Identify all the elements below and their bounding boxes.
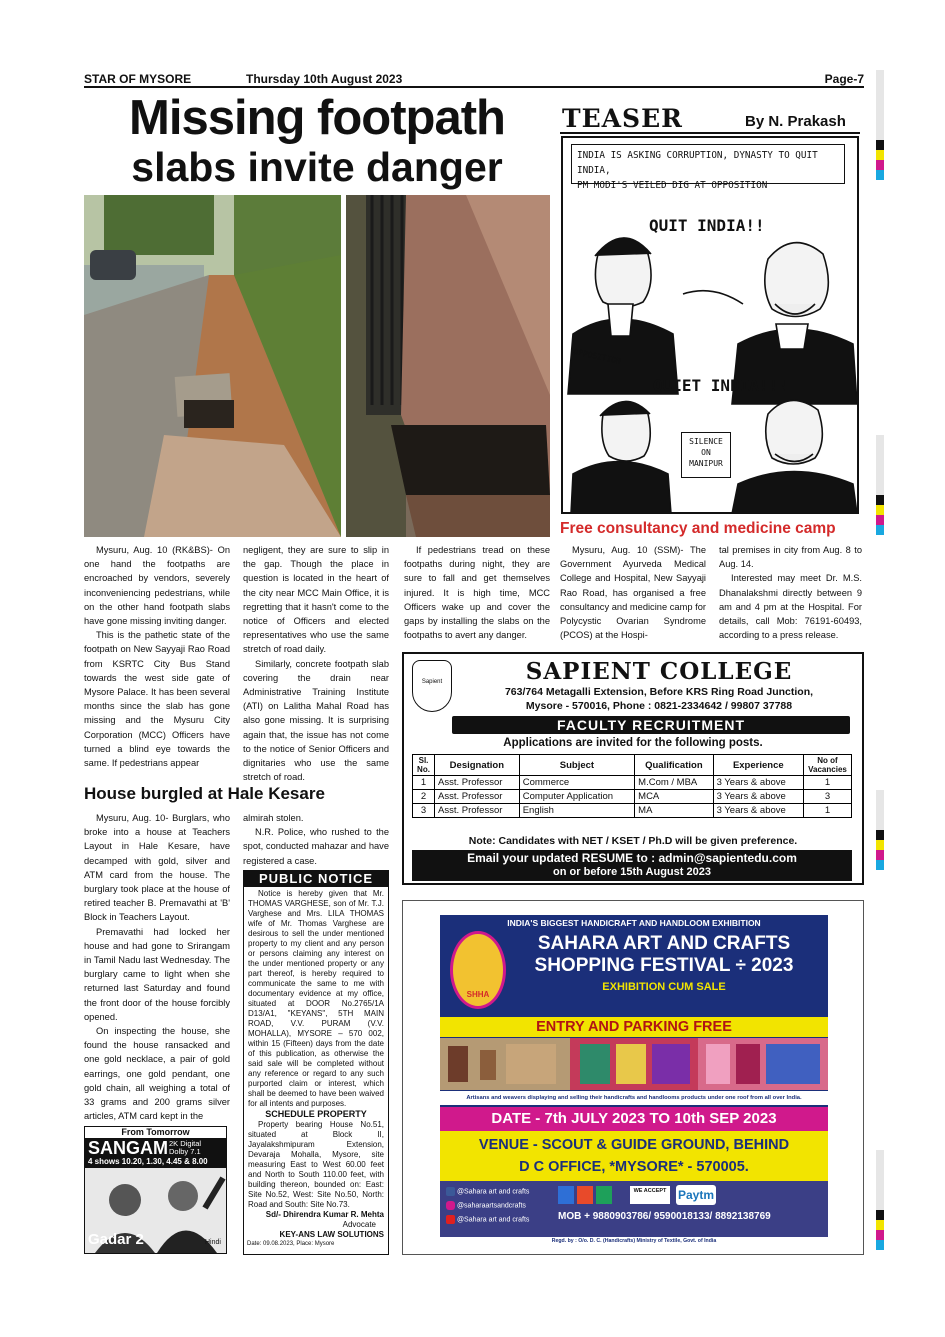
table-cell: 1 xyxy=(413,776,435,790)
movie-theatre: SANGAM xyxy=(88,1138,168,1158)
payment-icon xyxy=(596,1186,612,1204)
lead-column-1 xyxy=(84,543,230,770)
lead-paragraph: Similarly, concrete footpath slab covering the drain near Administrative Training Institute (ATI) on Lalitha Mahal Road has also gone missing. It is surprising again that, the issue has not come to the notice of Senior Officers and dignitaries who use the same stretch of road. xyxy=(243,658,389,783)
sahara-venue-band xyxy=(440,1131,828,1181)
table-header: Qualification xyxy=(635,755,713,776)
burglary-headline: House burgled at Hale Kesare xyxy=(84,784,325,803)
sahara-venue-line-2: D C OFFICE, *MYSORE* - 570005. xyxy=(519,1159,749,1175)
facebook-handle-text: @Sahara art and crafts xyxy=(456,1188,530,1196)
burglary-paragraph: almirah stolen. xyxy=(243,813,304,823)
table-cell: Commerce xyxy=(519,776,634,790)
lead-column-2 xyxy=(243,543,389,784)
notice-schedule: Property bearing House No.51, situated at Block II, Jayalakshmipuram Extension, Devaraja Mohalla, Mysore, site measuring East to West 60.00 feet and North to South 110.00 feet, with building thereon, bounded on: East: Site No.52, West: Site No.50, North: Road and South: Site No.73. xyxy=(248,1120,384,1209)
college-logo-text: Sapient xyxy=(421,679,443,685)
sahara-social-band xyxy=(440,1181,828,1237)
teaser-byline: By N. Prakash xyxy=(745,113,846,130)
burglary-paragraph: On inspecting the house, she found the house ransacked and one gold necklace, a pair of gold earrings, one gold pendant, one gold chain, all weighing a total of 33 grams and 200 grams silver articles, ATM card kept in the xyxy=(84,1026,230,1122)
table-cell: Asst. Professor xyxy=(435,804,520,818)
sahara-title-2: SHOPPING FESTIVAL ÷ 2023 xyxy=(534,955,794,976)
masthead xyxy=(84,72,864,88)
table-cell: 3 Years & above xyxy=(713,776,803,790)
registration-strip-1 xyxy=(876,70,884,180)
table-cell: Asst. Professor xyxy=(435,776,520,790)
youtube-icon xyxy=(446,1215,455,1224)
recruitment-table xyxy=(412,754,852,818)
table-cell: MA xyxy=(635,804,713,818)
sahara-logo-text: SHHA xyxy=(466,990,490,999)
teaser-title: TEASER xyxy=(562,104,683,133)
recruitment-banner: FACULTY RECRUITMENT xyxy=(452,716,850,734)
speech-bubble-2: QUIET INDIA!!! xyxy=(653,376,788,395)
instagram-handle[interactable] xyxy=(446,1201,526,1210)
college-address-2: Mysore - 570016, Phone : 0821-2334642 / 99807 37788 xyxy=(525,700,793,712)
movie-from: From Tomorrow xyxy=(85,1127,226,1138)
payment-icon xyxy=(558,1186,574,1204)
table-cell: Asst. Professor xyxy=(435,790,520,804)
sahara-regd: Regd. by : O/o. D. C. (Handicrafts) Ministry of Textile, Govt. of India xyxy=(440,1237,828,1245)
paytm-badge: Paytm xyxy=(676,1185,716,1205)
sahara-date-banner: DATE - 7th JULY 2023 TO 10th SEP 2023 xyxy=(440,1107,828,1131)
public-notice-box xyxy=(243,870,389,1255)
lead-column-3 xyxy=(404,543,550,642)
table-cell: M.Com / MBA xyxy=(635,776,713,790)
consult-paragraph: tal premises in city from Aug. 8 to Aug. 14. xyxy=(719,545,862,570)
teaser-cartoon xyxy=(561,136,859,514)
sahara-ad-frame xyxy=(402,900,864,1255)
sahara-subtitle: EXHIBITION CUM SALE xyxy=(602,981,726,993)
table-row xyxy=(413,804,852,818)
table-cell: 3 Years & above xyxy=(713,804,803,818)
recruitment-table-wrap xyxy=(412,754,852,818)
table-header: Sl. No. xyxy=(413,755,435,776)
notice-role: Advocate xyxy=(342,1220,376,1229)
youtube-handle-text: @Sahara art and crafts xyxy=(456,1216,530,1224)
consult-column-2 xyxy=(719,543,862,642)
table-cell: MCA xyxy=(635,790,713,804)
instagram-icon xyxy=(446,1201,455,1210)
table-row xyxy=(413,776,852,790)
movie-tech-2: Dolby 7.1 xyxy=(169,1147,201,1156)
sahara-mobile[interactable]: MOB + 9880903786/ 9590018133/ 8892138769 xyxy=(558,1211,771,1222)
burglary-paragraph: N.R. Police, who rushed to the spot, conducted mahazar and have registered a case. xyxy=(243,827,389,866)
sahara-top-line: INDIA'S BIGGEST HANDICRAFT AND HANDLOOM EXHIBITION xyxy=(507,918,761,928)
table-header: Designation xyxy=(435,755,520,776)
movie-title: Gadar 2 xyxy=(88,1231,144,1248)
silence-placard: SILENCE ON MANIPUR xyxy=(681,432,731,478)
sahara-product-photos xyxy=(440,1038,828,1090)
burglary-paragraph: Premavathi had locked her house and had gone to Srirangam in Tamil Nadu last Wednesday. The burglary came to light when she returned last Saturday and found the front door of the house forcibly opened. xyxy=(84,926,230,1022)
burglary-column-1 xyxy=(84,811,230,1123)
notice-title: PUBLIC NOTICE xyxy=(244,871,388,887)
cartoon-caption-line: INDIA IS ASKING CORRUPTION, DYNASTY TO QUIT INDIA, xyxy=(577,150,818,176)
footpath-photo-2 xyxy=(346,195,550,537)
college-address-1: 763/764 Metagalli Extension, Before KRS Ring Road Junction, xyxy=(504,686,814,698)
lead-headline-1: Missing footpath xyxy=(129,91,505,145)
movie-ad xyxy=(84,1126,227,1254)
table-cell: 1 xyxy=(804,776,852,790)
notice-schedule-title: SCHEDULE PROPERTY xyxy=(265,1109,367,1119)
registration-strip-4 xyxy=(876,1150,884,1250)
recruitment-contact-band xyxy=(412,850,852,881)
sapient-college-ad xyxy=(402,652,864,885)
lead-paragraph: If pedestrians tread on these footpaths during night, they are sure to fall and get themselves injured. It is high time, MCC Officers wake up and cover the gaps by installing the slabs on the footpaths to avert any danger. xyxy=(404,545,550,641)
college-logo xyxy=(412,660,452,712)
facebook-icon xyxy=(446,1187,455,1196)
facebook-handle[interactable] xyxy=(446,1187,529,1196)
issue-date: Thursday 10th August 2023 xyxy=(246,72,403,86)
registration-strip-3 xyxy=(876,790,884,870)
cartoon-caption-box xyxy=(571,144,845,191)
sahara-artisans-line: Artisans and weavers displaying and selling their handicrafts and handlooms products under one roof from all over India. xyxy=(440,1091,828,1105)
page-number: Page-7 xyxy=(824,72,864,86)
table-cell: English xyxy=(519,804,634,818)
recruitment-deadline: on or before 15th August 2023 xyxy=(553,866,711,878)
consult-paragraph: Mysuru, Aug. 10 (SSM)- The Government Ayurveda Medical College and Hospital, New Sayyaji Rao Road, has organised a free consultancy and medicine camp for Polycystic Ovarian Syndrome (PCOS) at the Hospi- xyxy=(560,545,706,641)
table-cell: 3 Years & above xyxy=(713,790,803,804)
movie-language: Hindi xyxy=(205,1239,221,1246)
table-header-row xyxy=(413,755,852,776)
lead-headline-2: slabs invite danger xyxy=(131,144,503,190)
notice-firm: KEY-ANS LAW SOLUTIONS xyxy=(279,1230,384,1239)
table-cell: 2 xyxy=(413,790,435,804)
payment-icon xyxy=(577,1186,593,1204)
notice-date-place: Date: 09.08.2023, Place: Mysore xyxy=(247,1241,335,1247)
notice-signature: Sd/- Dhirendra Kumar R. Mehta xyxy=(265,1210,384,1219)
teaser-rule xyxy=(560,132,860,134)
youtube-handle[interactable] xyxy=(446,1215,529,1224)
speech-bubble-1: QUIT INDIA!! xyxy=(649,216,765,235)
burglary-column-2 xyxy=(243,811,389,868)
registration-strip-2 xyxy=(876,435,884,535)
sahara-venue-line-1: VENUE - SCOUT & GUIDE GROUND, BEHIND xyxy=(478,1137,790,1153)
payment-icons xyxy=(558,1186,615,1209)
sahara-logo xyxy=(450,931,506,1009)
college-name: SAPIENT COLLEGE xyxy=(525,658,793,685)
footpath-photo-1 xyxy=(84,195,341,537)
table-header: No of Vacancies xyxy=(804,755,852,776)
movie-shows: 4 shows 10.20, 1.30, 4.45 & 8.00 xyxy=(88,1157,208,1166)
consult-headline: Free consultancy and medicine camp xyxy=(560,520,836,537)
cartoon-caption-line: PM MODI'S VEILED DIG AT OPPOSITION xyxy=(577,180,768,191)
table-header: Experience xyxy=(713,755,803,776)
consult-paragraph: Interested may meet Dr. M.S. Dhanalakshmi directly between 9 am and 4 pm at the Hospital. For details, call Mob: 76191-60493, according to a press release. xyxy=(719,573,862,641)
lead-paragraph: negligent, they are sure to slip in the gap. Though the place in question is located in the heart of the city near MCC Main Office, it is regretting that it hasn't come to the notice of Officers and elected representatives who use the same stretch of road daily. xyxy=(243,545,389,655)
instagram-handle-text: @saharaartsandcrafts xyxy=(456,1202,526,1210)
notice-body: Notice is hereby given that Mr. THOMAS VARGHESE, son of Mr. T.J. Varghese and Mrs. LILA THOMAS wife of Mr. Thomas Varghese are desirous to sell the under mentioned property to my client and any person or persons claiming any interest on the under mentioned property or any part thereof, is hereby required to communicate the same to me with documentary evidence at my office, situated at DOOR No.2765/1A D13/A1, "KEYANS", 5TH MAIN ROAD, V.V. PURAM (V.V. MOHALLA), MYSORE – 570 002, within 15 (Fifteen) days from the date of this publication, as otherwise the said sale will be completed without any reference or regard to any such purported claim or interest, which shall be deemed to have been waived for all intents and purposes. xyxy=(248,889,384,1108)
paper-name: STAR OF MYSORE xyxy=(84,72,192,86)
recruitment-invite: Applications are invited for the following posts. xyxy=(503,737,763,749)
lead-paragraph: Mysuru, Aug. 10 (RK&BS)- On one hand the footpaths are encroached by vendors, severely inconveniencing pedestrians, while on the other hand footpath slabs have gone missing inviting danger. xyxy=(84,545,230,627)
sahara-title-1: SAHARA ART AND CRAFTS xyxy=(537,933,791,954)
sahara-ad xyxy=(440,915,828,1245)
opposition-label: OPPOSITION xyxy=(572,347,622,366)
table-header: Subject xyxy=(519,755,634,776)
recruitment-email[interactable]: Email your updated RESUME to : admin@sapientedu.com xyxy=(467,851,797,865)
sahara-entry-banner: ENTRY AND PARKING FREE xyxy=(440,1017,828,1037)
recruitment-note: Note: Candidates with NET / KSET / Ph.D will be given preference. xyxy=(468,835,798,847)
table-cell: 3 xyxy=(804,790,852,804)
lead-paragraph: This is the pathetic state of the footpath on New Sayyaji Rao Road from KSRTC City Bus Stand towards the west side gate of Mysore Palace. It has been several months since the slab has gone missing and the Mysuru City Corporation (MCC) Officers have turned a blind eye towards the same. If pedestrians appear xyxy=(84,630,230,769)
burglary-paragraph: Mysuru, Aug. 10- Burglars, who broke into a house at Teachers Layout in Hale Kesare, have decamped with gold, silver and ATM card from the house. The burglary took place at the house of retired teacher B. Premavathi at 'B' Block in Teachers Layout. xyxy=(84,813,230,923)
table-cell: Computer Application xyxy=(519,790,634,804)
movie-tech-1: 2K Digital xyxy=(169,1139,202,1148)
table-cell: 3 xyxy=(413,804,435,818)
table-cell: 1 xyxy=(804,804,852,818)
table-row xyxy=(413,790,852,804)
we-accept-badge: WE ACCEPT xyxy=(630,1186,670,1204)
consult-column-1 xyxy=(560,543,706,642)
